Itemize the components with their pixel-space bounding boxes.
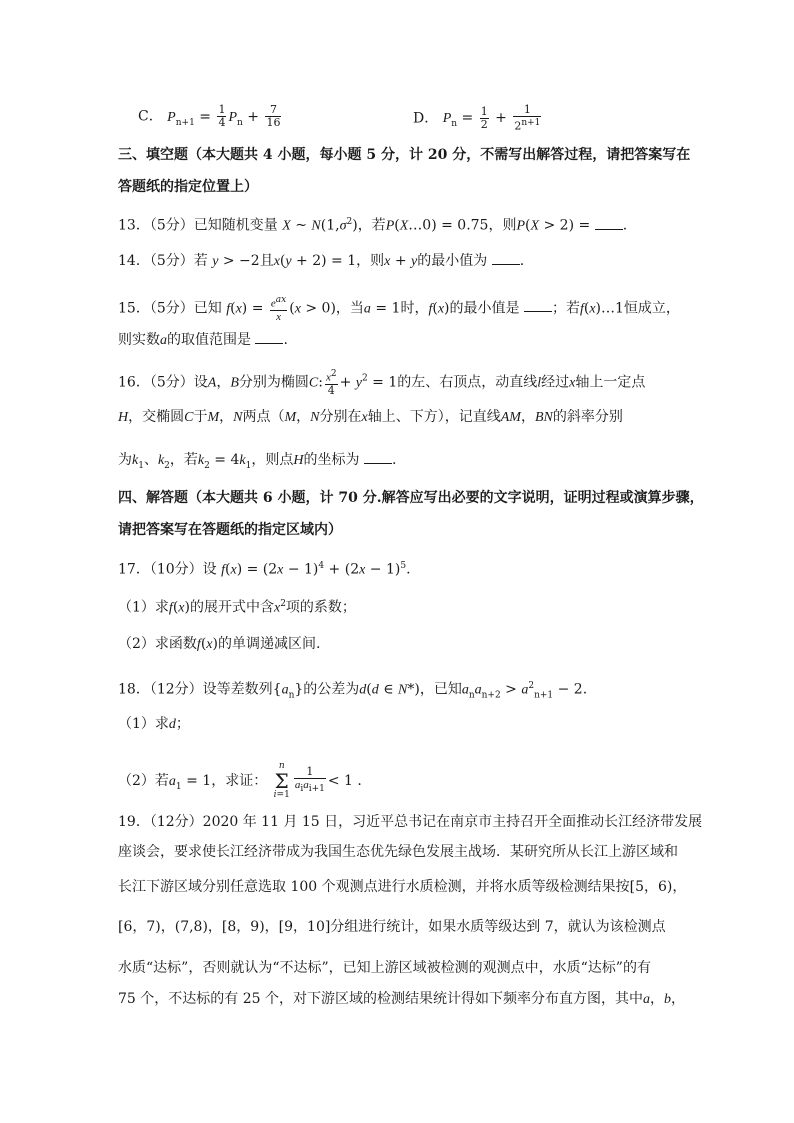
- q18-p1b: ；: [175, 716, 190, 732]
- q16-l3f: .: [391, 452, 397, 468]
- q17-p1: （1）求: [118, 599, 169, 616]
- q14-text-c: ，则: [356, 253, 385, 269]
- question-17-part1: （1）求f(x)的展开式中含$x^2$项的系数；: [118, 599, 356, 616]
- q14-answer-blank[interactable]: [492, 252, 520, 265]
- q14-text-d: 的最小值为: [417, 253, 488, 269]
- question-19-line5: 水质“达标”，否则就认为“不达标”，已知上游区域被检测的观测点中，水质“达标”的有: [118, 960, 651, 976]
- q14-score: （5分）: [149, 253, 194, 269]
- section4-heading-line2: 请把答案写在答题纸的指定区域内）: [118, 522, 342, 538]
- q19-number: 19．: [118, 814, 150, 830]
- q15-text-d: 的最小值是: [449, 300, 520, 317]
- q15-text-a: 已知: [193, 300, 222, 317]
- q17-p1c: 项的系数；: [285, 599, 356, 616]
- question-19-line2: 座谈会，要求使长江经济带成为我国生态优先绿色发展主战场．某研究所从长江上游区域和: [118, 844, 678, 860]
- q16-l3a: 为: [118, 452, 132, 468]
- q19-l1: 2020 年 11 月 15 日，习近平总书记在南京市主持召开全面推动长江经济带发展: [202, 814, 703, 830]
- question-16-line2: H，交椭圆C于M，N两点（M，N分别在x轴上、下方），记直线AM，BN的斜率分别: [118, 409, 623, 425]
- q18-p1: （1）求: [118, 716, 169, 732]
- q14-number: 14．: [118, 253, 150, 269]
- q16-l2i: 的斜率分别: [552, 409, 623, 425]
- q18-p2b: ，求证：: [211, 773, 268, 789]
- q18-text-b: 的公差为: [303, 681, 360, 698]
- q13-score: （5分）: [149, 217, 194, 234]
- q16-l2b: 于: [193, 409, 208, 425]
- q19-l6b: ，: [649, 991, 664, 1007]
- q16-l2f: 分别在: [319, 409, 362, 425]
- q15-number: 15．: [118, 300, 150, 317]
- q13-text: 已知随机变量: [193, 217, 278, 234]
- option-d: [413, 104, 543, 134]
- question-15: 15．（5分）已知 f(x) = $\frac{e^{ax}}{x}$ (x > 0)，当a = 1时，f(x)的最小值是 ；若f(x)…1恒成立，: [118, 295, 680, 323]
- q16-l3c: ，若: [169, 452, 198, 468]
- q18-text-a: 设等差数列: [202, 681, 273, 698]
- q14-text-a: 若: [193, 253, 208, 269]
- q15-answer-blank-1[interactable]: [524, 299, 552, 312]
- q15-text-c: 时，: [400, 300, 429, 317]
- q19-l6: 75 个，不达标的有 25 个，对下游区域的检测结果统计得如下频率分布直方图，其中: [118, 991, 643, 1007]
- question-19-line6: 75 个，不达标的有 25 个，对下游区域的检测结果统计得如下频率分布直方图，其中a，b，: [118, 991, 685, 1007]
- q18-text-c: ，已知: [419, 681, 462, 698]
- question-17: 17．（10分）设 $f(x) = (2x - 1)^4 + (2x - 1)^5$.: [118, 561, 411, 578]
- q17-text-a: 设: [202, 561, 217, 578]
- option-c-label: C．: [138, 108, 163, 125]
- q16-l2c: ，: [219, 409, 234, 425]
- q18-p2: （2）若: [118, 773, 169, 789]
- q13-text-d: .: [622, 217, 628, 234]
- q16-l3d: ，则点: [251, 452, 294, 468]
- q19-score: （12分）: [149, 814, 203, 830]
- q13-text-b: ，若: [357, 217, 386, 234]
- summation-symbol: n Σ i=1: [273, 761, 290, 800]
- q16-l2h: ，: [520, 409, 535, 425]
- q16-l3b: 、: [143, 452, 158, 468]
- q17-p2b: 的单调递减区间.: [217, 636, 321, 652]
- q15-answer-blank-2[interactable]: [255, 331, 283, 344]
- q17-number: 17．: [118, 561, 150, 578]
- question-15-line2: 则实数a的取值范围是 .: [118, 332, 288, 348]
- question-16-line3: 为$k_1$、$k_2$，若$k_2 = 4k_1$，则点H的坐标为 .: [118, 452, 397, 471]
- q14-text-b: 且: [259, 253, 274, 269]
- question-14: 14．（5分）若 y > −2且x(y + 2) = 1，则x + y的最小值为 .: [118, 253, 525, 269]
- question-19-line4: [6，7)，(7,8)，[8，9)，[9，10]分组进行统计，如果水质等级达到 7，就认为该检测点: [118, 919, 666, 935]
- q16-l1e: 经过: [541, 374, 570, 391]
- q17-score: （10分）: [149, 561, 203, 578]
- q16-l1a: 设: [193, 374, 208, 391]
- q13-text-c: ，则: [488, 217, 517, 234]
- q15-line2-b: 的取值范围是: [167, 332, 251, 348]
- q17-p1b: 的展开式中含: [189, 599, 274, 616]
- q16-l1b: ，: [216, 374, 231, 391]
- q16-l3e: 的坐标为: [303, 452, 360, 468]
- q16-l1d: 的左、右顶点，动直线: [397, 374, 538, 391]
- q17-p2: （2）求函数: [118, 636, 197, 652]
- question-18-part2: （2）若$a_1 = 1$，求证： n Σ i=1 $\frac{1}{a_ia_{i+1}}$ < 1 .: [118, 761, 362, 800]
- section4-heading-line1: 四、解答题（本大题共 6 小题，计 70 分.解答应写出必要的文字说明，证明过程或演算步骤，: [118, 490, 704, 506]
- q15-text-e: ；若: [551, 300, 580, 317]
- q15-line2-c: .: [283, 332, 288, 348]
- question-19-line1: [118, 812, 702, 832]
- question-16: 16．（5分）设A，B分别为椭圆C: $\frac{x^2}{4}$ + $y^2 = 1$的左、右顶点，动直线l经过x轴上一定点: [118, 369, 646, 397]
- option-d-formula: $P_n$ = $\frac{1}{2}$ + $\frac{1}{2^{n+1}}$: [442, 103, 541, 133]
- q16-l1f: 轴上一定点: [575, 374, 646, 391]
- question-19-line3: 长江下游区域分别任意选取 100 个观测点进行水质检测，并将水质等级检测结果按[5，6)，: [118, 879, 687, 895]
- option-d-label: D．: [413, 110, 439, 127]
- section3-heading-line2: 答题纸的指定位置上）: [118, 179, 258, 195]
- q16-l2a: ，交椭圆: [128, 409, 185, 425]
- question-18-part1: （1）求d；: [118, 716, 190, 732]
- q16-score: （5分）: [149, 374, 194, 391]
- option-c: [138, 104, 283, 132]
- q18-number: 18．: [118, 681, 150, 698]
- q18-text-d: .: [582, 681, 588, 698]
- q16-l2g: 轴上、下方），记直线: [367, 409, 501, 425]
- question-17-part2: （2）求函数f(x)的单调递减区间.: [118, 636, 321, 652]
- q15-score: （5分）: [149, 300, 194, 317]
- option-c-formula: $P_{n+1}$ = $\frac{1}{4}$ $P_n$ + $\frac{7}{16}$: [167, 103, 281, 129]
- q15-text-b: ，当: [335, 300, 364, 317]
- q14-text-e: .: [519, 253, 525, 269]
- q15-text-f: 恒成立，: [623, 300, 680, 317]
- q16-number: 16．: [118, 374, 150, 391]
- question-13: 13．（5分）已知随机变量 X ~ $N(1,\sigma^2)$，若P(X…0) = 0.75，则P(X > 2) = .: [118, 217, 628, 234]
- q19-l6c: ，: [670, 991, 685, 1007]
- question-18: 18．（12分）设等差数列$\{a_n\}$的公差为d(d ∈ N*)，已知$a_na_{n+2} > a^2_{n+1} - 2$.: [118, 681, 588, 701]
- q13-number: 13．: [118, 217, 150, 234]
- section3-heading-line1: 三、填空题（本大题共 4 小题，每小题 5 分，计 20 分，不需写出解答过程，请把答案写在: [118, 147, 691, 163]
- q16-l1c: 分别为椭圆: [238, 374, 309, 391]
- q18-score: （12分）: [149, 681, 203, 698]
- q16-answer-blank[interactable]: [364, 451, 392, 464]
- q16-l2d: 两点（: [242, 409, 285, 425]
- q16-l2e: ，: [296, 409, 311, 425]
- q13-answer-blank[interactable]: [595, 217, 623, 230]
- q15-line2-a: 则实数: [118, 332, 160, 348]
